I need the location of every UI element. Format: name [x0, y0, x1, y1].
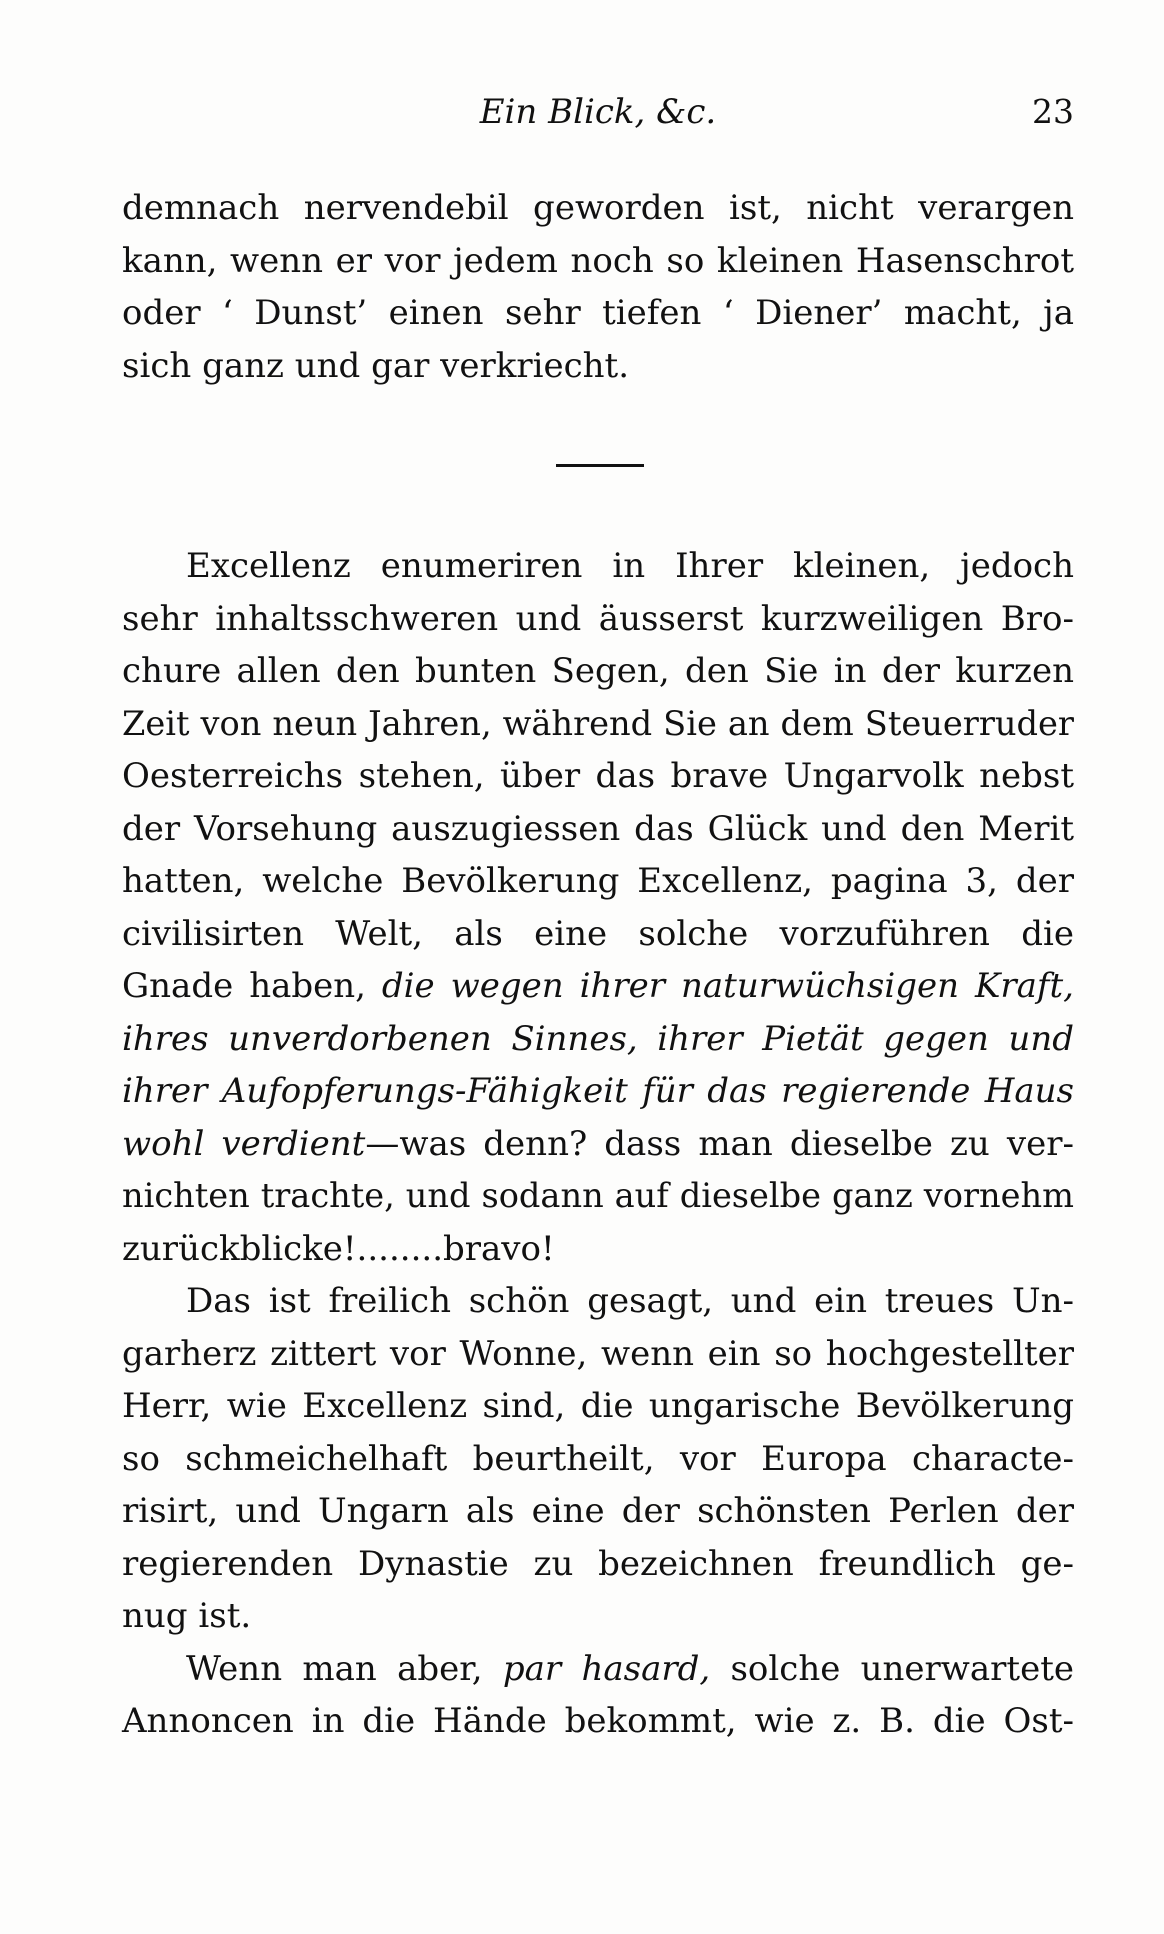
italic-run: die wegen ihrer naturwüchsigen Kraft, — [381, 966, 1074, 1006]
text-line: sich ganz und gar verkriecht. — [122, 345, 630, 386]
text-run: solche unerwartete — [710, 1648, 1074, 1689]
section-divider — [556, 464, 644, 467]
text-line: demnach nervendebil geworden ist, nicht verargen — [122, 188, 1074, 228]
text-run: —was denn? dass man dieselbe zu ver- — [365, 1123, 1074, 1164]
italic-run: ihrer Aufopferungs-Fähigkeit für das regierende Haus — [122, 1071, 1074, 1111]
text-line — [122, 1643, 1074, 1696]
page-header — [122, 92, 1074, 132]
text-line: Oesterreichs stehen, über das brave Ungarvolk nebst — [122, 756, 1074, 796]
page-number: 23 — [1032, 92, 1074, 131]
paragraph-1 — [122, 182, 1074, 392]
text-line: Das ist freilich schön gesagt, und ein treues Un- — [186, 1281, 1074, 1321]
italic-run: par hasard, — [502, 1648, 711, 1689]
text-line: oder ‘ Dunst’ einen sehr tiefen ‘ Diener’ macht, ja — [122, 293, 1074, 333]
text-line: nichten trachte, und sodann auf dieselbe ganz vornehm — [122, 1176, 1074, 1215]
text-run: Wenn man aber, — [186, 1648, 503, 1689]
text-line: der Vorsehung auszugiessen das Glück und den Merit — [122, 808, 1074, 849]
text-line — [122, 960, 1074, 1013]
text-line: civilisirten Welt, als eine solche vorzuführen die — [122, 913, 1074, 954]
text-line: nug ist. — [122, 1596, 252, 1636]
text-line: regierenden Dynastie zu bezeichnen freundlich ge- — [122, 1543, 1074, 1584]
text-line: hatten, welche Bevölkerung Excellenz, pagina 3, der — [122, 861, 1074, 901]
text-line: Herr, wie Excellenz sind, die ungarische Bevölkerung — [122, 1386, 1074, 1426]
text-line: zurückblicke!........bravo! — [122, 1228, 555, 1269]
text-line: chure allen den bunten Segen, den Sie in der kurzen — [122, 651, 1074, 691]
text-line: so schmeichelhaft beurtheilt, vor Europa characte- — [122, 1438, 1074, 1479]
text-run: Gnade haben, — [122, 966, 382, 1006]
text-line — [122, 1065, 1074, 1118]
text-line: kann, wenn er vor jedem noch so kleinen Hasenschrot — [122, 240, 1074, 281]
text-line: sehr inhaltsschweren und äusserst kurzweiligen Bro- — [122, 598, 1074, 639]
italic-run: wohl verdient — [122, 1123, 366, 1164]
italic-run: ihres unverdorbenen Sinnes, ihrer Pietät gegen und — [122, 1018, 1074, 1059]
text-line — [122, 1013, 1074, 1066]
paragraph-2 — [122, 540, 1074, 1748]
text-line: Excellenz enumeriren in Ihrer kleinen, jedoch — [186, 546, 1074, 586]
running-title: Ein Blick, &c. — [479, 92, 717, 132]
text-line: Annoncen in die Hände bekommt, wie z. B. die Ost- — [122, 1701, 1074, 1741]
text-line: garherz zittert vor Wonne, wenn ein so hochgestellter — [122, 1333, 1074, 1374]
text-line: risirt, und Ungarn als eine der schönsten Perlen der — [122, 1491, 1074, 1531]
text-line: Zeit von neun Jahren, während Sie an dem Steuerruder — [122, 703, 1074, 743]
text-line — [122, 1118, 1074, 1171]
